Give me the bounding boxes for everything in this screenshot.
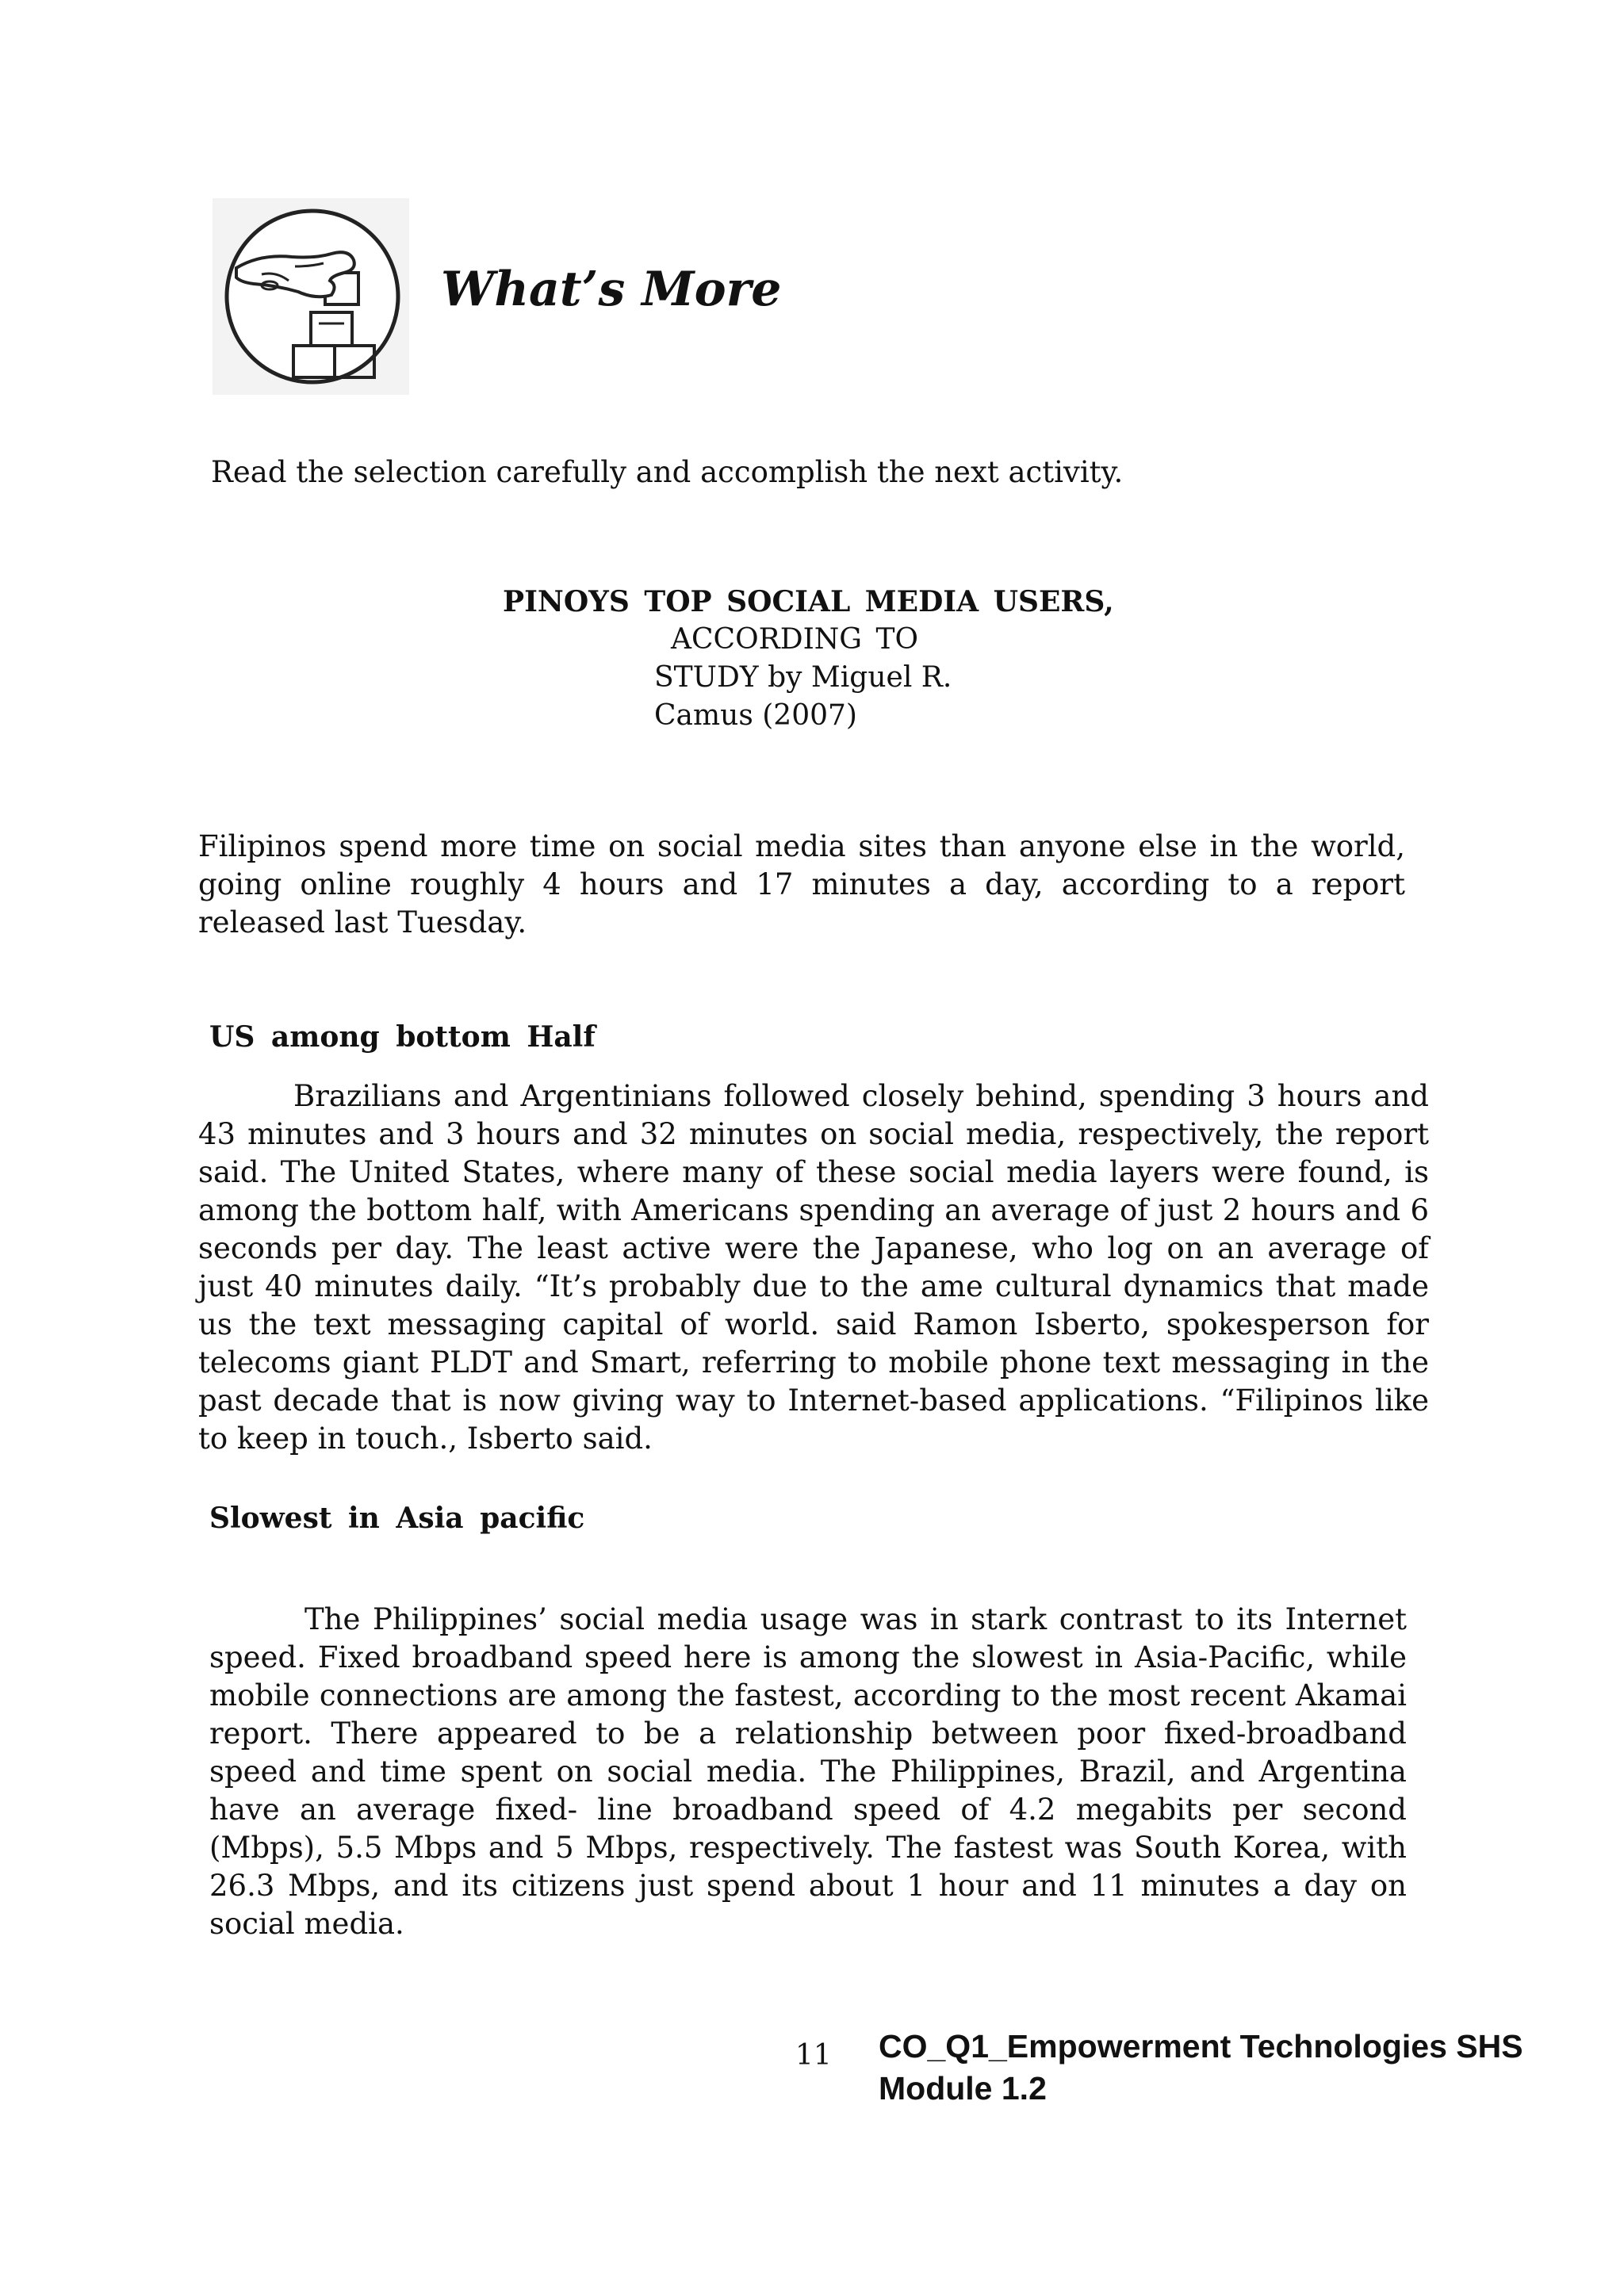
article-title-line-1: PINOYS TOP SOCIAL MEDIA USERS, [503,585,1114,618]
section-body-slowest-in-asia-pacific: The Philippines’ social media usage was in stark contrast to its Internet speed. Fixed broadband speed here is among the slowest in Asia-Pacific, while mobile connections are among the fastest, according to the most recent Akamai report. There appeared to be a relationship between poor fixed-broadband speed and time spent on social media. The Philippines, Brazil, and Argentina have an average fixed- line broadband speed of 4.2 megabits per second (Mbps), 5.5 Mbps and 5 Mbps, respectively. The fastest was South Korea, with 26.3 Mbps, and its citizens just spend about 1 hour and 11 minutes a day on social media. [209,1602,1407,1941]
section-icon-badge [213,198,409,395]
article-intro-paragraph: Filipinos spend more time on social media sites than anyone else in the world, going online roughly 4 hours and 17 minutes a day, according to a report released last Tuesday. [198,829,1405,939]
module-footer-line-2: Module 1.2 [879,2070,1047,2107]
article-title-line-4: Camus (2007) [654,699,857,732]
section-heading-us-among-bottom-half: US among bottom Half [209,1020,596,1054]
hand-stacking-blocks-icon [213,198,409,395]
page-number: 11 [795,2039,832,2072]
module-footer-line-1: CO_Q1_Empowerment Technologies SHS [879,2028,1523,2064]
module-footer-label [879,2026,1592,2110]
article-title-line-2: ACCORDING TO [671,623,919,656]
section-body-us-among-bottom-half: Brazilians and Argentinians followed closely behind, spending 3 hours and 43 minutes and 3 hours and 32 minutes on social media, respectively, the report said. The United States, where many of these social media layers were found, is among the bottom half, with Americans spending an average of just 2 hours and 6 seconds per day. The least active were the Japanese, who log on an average of just 40 minutes daily. “It’s probably due to the ame cultural dynamics that made us the text messaging capital of world. said Ramon Isberto, spokesperson for telecoms giant PLDT and Smart, referring to mobile phone text messaging in the past decade that is now giving way to Internet-based applications. “Filipinos like to keep in touch., Isberto said. [198,1079,1429,1456]
section-title: What’s More [441,262,782,317]
article-title-line-3: STUDY by Miguel R. [654,661,952,694]
section-heading-slowest-in-asia-pacific: Slowest in Asia pacific [209,1502,585,1535]
instruction-text: Read the selection carefully and accomplish the next activity. [211,455,1124,489]
